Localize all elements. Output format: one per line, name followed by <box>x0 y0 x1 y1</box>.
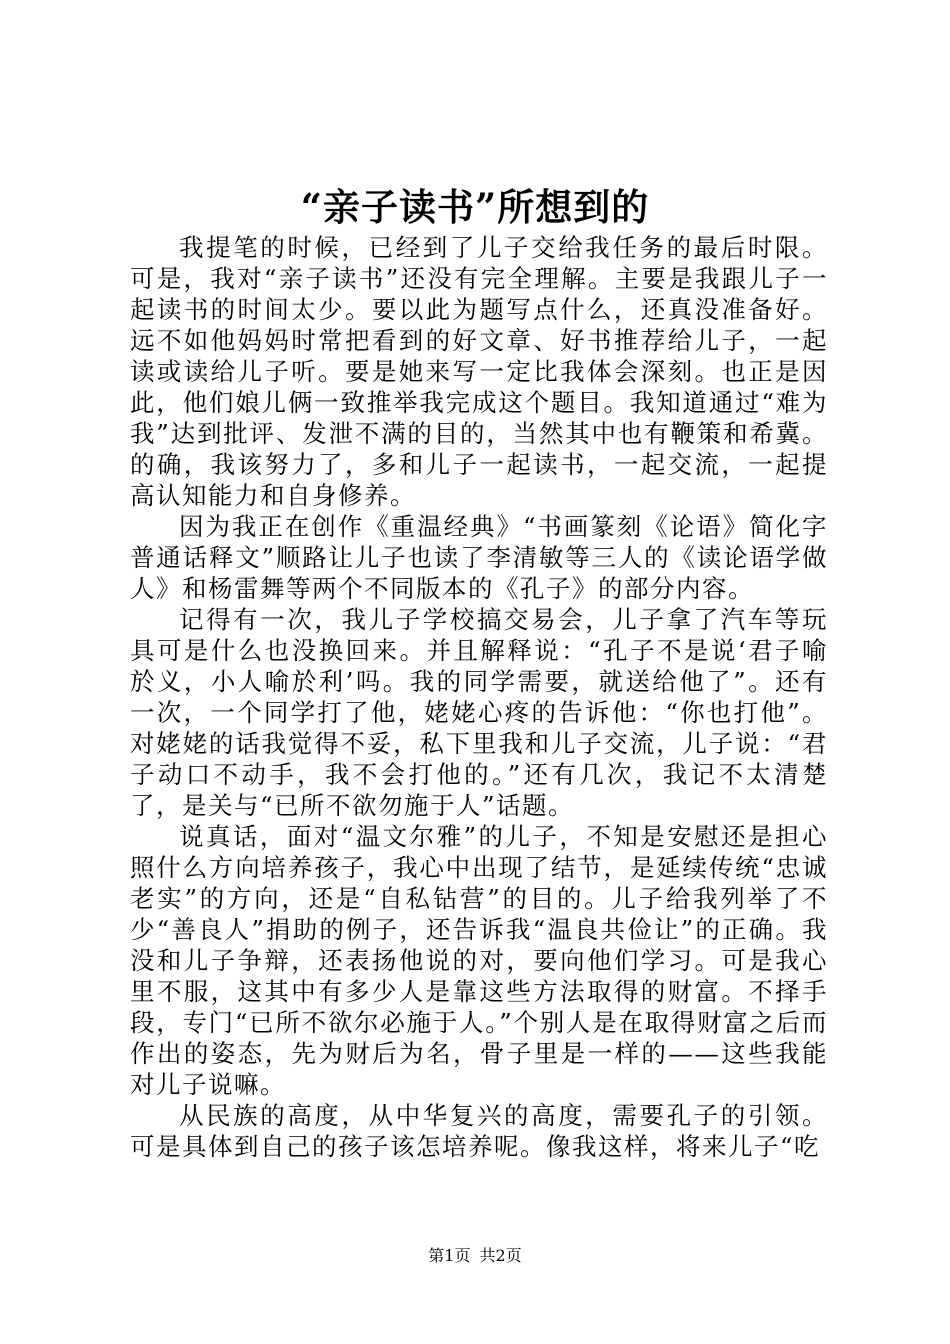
paragraph: 从民族的高度，从中华复兴的高度，需要孔子的引领。可是具体到自己的孩子该怎培养呢。像我这样，将来儿子“吃 <box>130 1101 828 1161</box>
page-total: 共2页 <box>479 1246 522 1265</box>
paragraph: 因为我正在创作《重温经典》“书画篆刻《论语》简化字普通话释文”顺路让儿子也读了李清敏等三人的《读论语学做人》和杨雷舞等两个不同版本的《孔子》的部分内容。 <box>130 512 828 603</box>
page-title: “亲子读书”所想到的 <box>300 185 650 229</box>
page-footer <box>0 1245 950 1267</box>
page-number: 第1页 <box>428 1246 471 1265</box>
document-body <box>130 232 828 1162</box>
paragraph: 记得有一次，我儿子学校搞交易会，儿子拿了汽车等玩具可是什么也没换回来。并且解释说：“孔子不是说‘君子喻於义，小人喻於利’吗。我的同学需要，就送给他了”。还有一次，一个同学打了他，姥姥心疼的告诉他：“你也打他”。对姥姥的话我觉得不妥，私下里我和儿子交流，儿子说：“君子动口不动手，我不会打他的。”还有几次，我记不太清楚了，是关与“已所不欲勿施于人”话题。 <box>130 605 828 820</box>
paragraph: 说真话，面对“温文尔雅”的儿子，不知是安慰还是担心照什么方向培养孩子，我心中出现了结节，是延续传统“忠诚老实”的方向，还是“自私钻营”的目的。儿子给我列举了不少“善良人”捐助的例子，还告诉我“温良共俭让”的正确。我没和儿子争辩，还表扬他说的对，要向他们学习。可是我心里不服，这其中有多少人是靠这些方法取得的财富。不择手段，专门“已所不欲尔必施于人。”个别人是在取得财富之后而作出的姿态，先为财后为名，骨子里是一样的——这些我能对儿子说嘛。 <box>130 822 828 1099</box>
paragraph: 我提笔的时候，已经到了儿子交给我任务的最后时限。可是，我对“亲子读书”还没有完全理解。主要是我跟儿子一起读书的时间太少。要以此为题写点什么，还真没准备好。远不如他妈妈时常把看到的好文章、好书推荐给儿子，一起读或读给儿子听。要是她来写一定比我体会深刻。也正是因此，他们娘儿俩一致推举我完成这个题目。我知道通过“难为我”达到批评、发泄不满的目的，当然其中也有鞭策和希冀。的确，我该努力了，多和儿子一起读书，一起交流，一起提高认知能力和自身修养。 <box>130 233 828 510</box>
